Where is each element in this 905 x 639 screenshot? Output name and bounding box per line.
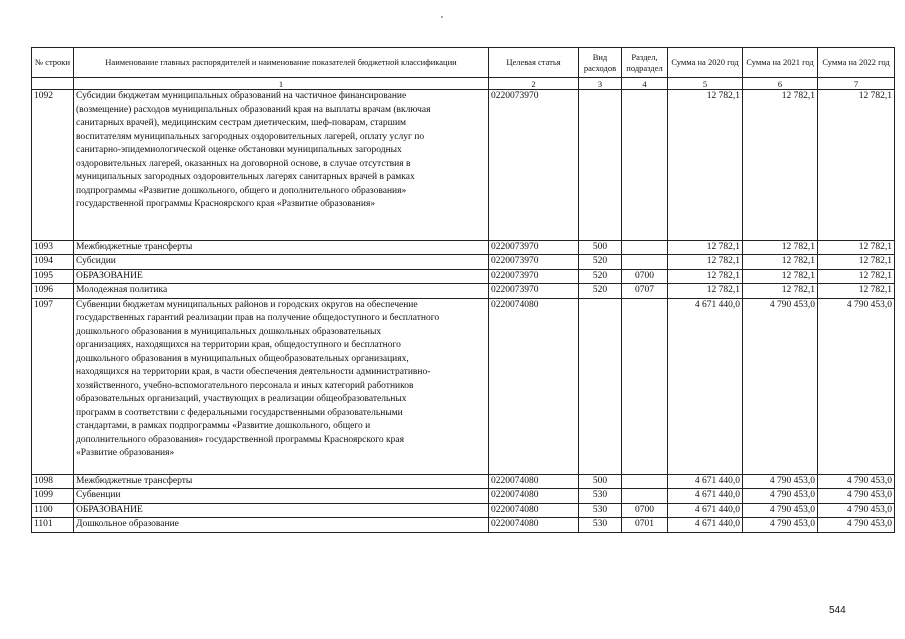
row-name [74, 298, 489, 474]
row-sum-2020: 12 782,1 [668, 269, 743, 284]
row-name-line: Дошкольное образование [76, 519, 179, 529]
row-name-line: (возмещение) расходов муниципальных образований края на выплаты врачам (включая [76, 104, 431, 115]
row-name-line: Субсидии [76, 256, 116, 266]
row-section: 0700 [622, 503, 668, 518]
row-name-line: программ в соответствии с федеральными государственными образовательными [76, 407, 403, 418]
row-name-line: Молодежная политика [76, 285, 168, 295]
row-sum-2021: 12 782,1 [743, 240, 818, 255]
row-name-line: муниципальных загородных оздоровительных лагерях санитарных врачей в рамках [76, 172, 415, 182]
row-sum-2022: 4 790 453,0 [818, 489, 895, 504]
row-name-line: «Развитие образования» [76, 448, 175, 458]
row-section [622, 489, 668, 504]
header-target-article: Целевая статья [489, 48, 579, 78]
row-name-line: санитарных врачей), медицинским сестрам диетическим, шеф-поварам, старшим [76, 118, 407, 128]
row-name [74, 489, 489, 504]
row-sum-2022: 4 790 453,0 [818, 503, 895, 518]
row-name-line: государственной программы Красноярского края «Развитие образования» [76, 199, 376, 209]
row-sum-2020: 4 671 440,0 [668, 518, 743, 533]
row-number: 1101 [32, 518, 74, 533]
row-sum-2020: 4 671 440,0 [668, 489, 743, 504]
row-name-line: оздоровительных лагерей, оказанных на договорной основе, в случае отсутствия в [76, 158, 411, 169]
row-number: 1093 [32, 240, 74, 255]
table-row [32, 240, 895, 255]
row-number: 1100 [32, 503, 74, 518]
row-name-line: организациях, находящихся на территории края, общедоступного и бесплатного [76, 340, 401, 350]
row-name-line: образовательных организаций, участвующих в реализации общеобразовательных [76, 394, 407, 404]
row-target-article: 0220073970 [489, 269, 579, 284]
row-expense-kind: 520 [579, 269, 622, 284]
table-row [32, 518, 895, 533]
scan-speck [441, 16, 443, 18]
row-target-article: 0220074080 [489, 474, 579, 489]
row-number: 1092 [32, 90, 74, 241]
column-number: 7 [818, 78, 895, 90]
row-name-line: подпрограммы «Развитие дошкольного, общего и дополнительного образования» [76, 185, 407, 196]
table-row [32, 284, 895, 299]
header-expense-kind: Вид расходов [579, 48, 622, 78]
row-expense-kind [579, 90, 622, 241]
table-row [32, 269, 895, 284]
column-number: 5 [668, 78, 743, 90]
row-name-line: Субсидии бюджетам муниципальных образований на частичное финансирование [76, 91, 407, 101]
row-section: 0701 [622, 518, 668, 533]
row-sum-2021: 4 790 453,0 [743, 474, 818, 489]
row-sum-2022: 12 782,1 [818, 284, 895, 299]
row-expense-kind: 520 [579, 255, 622, 270]
row-name-line: Межбюджетные трансферты [76, 241, 193, 252]
row-sum-2022: 12 782,1 [818, 240, 895, 255]
row-sum-2022: 4 790 453,0 [818, 518, 895, 533]
row-target-article: 0220073970 [489, 90, 579, 241]
table-row [32, 255, 895, 270]
row-sum-2020: 12 782,1 [668, 240, 743, 255]
row-name-line: дополнительного образования» государственной программы Красноярского края [76, 434, 404, 445]
header-row [32, 48, 895, 78]
row-sum-2021: 4 790 453,0 [743, 489, 818, 504]
table-row [32, 298, 895, 474]
row-section: 0707 [622, 284, 668, 299]
row-expense-kind [579, 298, 622, 474]
row-sum-2020: 4 671 440,0 [668, 503, 743, 518]
row-target-article: 0220074080 [489, 489, 579, 504]
row-name-line: ОБРАЗОВАНИЕ [76, 504, 143, 515]
row-sum-2021: 12 782,1 [743, 269, 818, 284]
header-sum-2022: Сумма на 2022 год [818, 48, 895, 78]
header-row-number: № строки [32, 48, 74, 78]
budget-table [31, 47, 895, 533]
row-name-line: ОБРАЗОВАНИЕ [76, 270, 143, 281]
column-number: 3 [579, 78, 622, 90]
row-sum-2020: 4 671 440,0 [668, 474, 743, 489]
row-sum-2022: 12 782,1 [818, 269, 895, 284]
row-sum-2021: 4 790 453,0 [743, 518, 818, 533]
row-target-article: 0220073970 [489, 240, 579, 255]
row-expense-kind: 530 [579, 518, 622, 533]
column-number: 4 [622, 78, 668, 90]
row-name-line: воспитателям муниципальных загородных оздоровительных лагерей, оплату услуг по [76, 131, 425, 142]
row-sum-2020: 4 671 440,0 [668, 298, 743, 474]
column-number-blank [32, 78, 74, 90]
row-sum-2021: 12 782,1 [743, 255, 818, 270]
column-number-row [32, 78, 895, 90]
row-expense-kind: 500 [579, 240, 622, 255]
row-name-line: Субвенции бюджетам муниципальных районов и городских округов на обеспечение [76, 299, 418, 310]
row-sum-2022: 12 782,1 [818, 255, 895, 270]
header-section: Раздел, подраздел [622, 48, 668, 78]
row-expense-kind: 520 [579, 284, 622, 299]
row-target-article: 0220074080 [489, 518, 579, 533]
row-name [74, 474, 489, 489]
table-row [32, 489, 895, 504]
row-name-line: санитарно-эпидемиологической оценке обстановки муниципальных загородных [76, 145, 402, 155]
row-target-article: 0220073970 [489, 255, 579, 270]
row-name-line: Межбюджетные трансферты [76, 475, 193, 486]
row-target-article: 0220073970 [489, 284, 579, 299]
header-sum-2021: Сумма на 2021 год [743, 48, 818, 78]
row-section [622, 240, 668, 255]
row-target-article: 0220074080 [489, 298, 579, 474]
row-number: 1098 [32, 474, 74, 489]
row-number: 1099 [32, 489, 74, 504]
row-number: 1096 [32, 284, 74, 299]
row-expense-kind: 500 [579, 474, 622, 489]
row-sum-2021: 12 782,1 [743, 90, 818, 241]
row-number: 1097 [32, 298, 74, 474]
row-name-line: находящихся на территории края, в части обеспечения деятельности административно- [76, 367, 431, 377]
row-name [74, 90, 489, 241]
row-expense-kind: 530 [579, 503, 622, 518]
header-sum-2020: Сумма на 2020 год [668, 48, 743, 78]
row-section: 0700 [622, 269, 668, 284]
row-sum-2020: 12 782,1 [668, 284, 743, 299]
row-expense-kind: 530 [579, 489, 622, 504]
table-row [32, 90, 895, 241]
row-sum-2022: 4 790 453,0 [818, 298, 895, 474]
row-sum-2021: 4 790 453,0 [743, 298, 818, 474]
row-section [622, 255, 668, 270]
row-name-line: Субвенции [76, 490, 121, 500]
page-number: 544 [829, 605, 846, 616]
row-name-line: хозяйственного, учебно-вспомогательного персонала и иных категорий работников [76, 380, 414, 391]
row-sum-2021: 4 790 453,0 [743, 503, 818, 518]
row-name-line: дошкольного образования в муниципальных дошкольных образовательных [76, 326, 382, 337]
table-body [32, 90, 895, 533]
row-name [74, 255, 489, 270]
row-name [74, 518, 489, 533]
row-name-line: государственных гарантий реализации прав на получение общедоступного и бесплатного [76, 313, 440, 323]
row-number: 1094 [32, 255, 74, 270]
row-name-line: дошкольного образования в муниципальных общеобразовательных организациях, [76, 353, 409, 364]
column-number: 1 [74, 78, 489, 90]
row-sum-2020: 12 782,1 [668, 90, 743, 241]
row-sum-2021: 12 782,1 [743, 284, 818, 299]
row-section [622, 298, 668, 474]
row-section [622, 474, 668, 489]
row-number: 1095 [32, 269, 74, 284]
column-number: 2 [489, 78, 579, 90]
row-sum-2022: 12 782,1 [818, 90, 895, 241]
row-name [74, 269, 489, 284]
row-name-line: стандартами, в рамках подпрограммы «Развитие дошкольного, общего и [76, 421, 371, 431]
table-row [32, 503, 895, 518]
row-section [622, 90, 668, 241]
row-target-article: 0220074080 [489, 503, 579, 518]
row-sum-2022: 4 790 453,0 [818, 474, 895, 489]
row-name [74, 284, 489, 299]
row-name [74, 503, 489, 518]
table-row [32, 474, 895, 489]
row-name [74, 240, 489, 255]
column-number: 6 [743, 78, 818, 90]
header-name: Наименование главных распорядителей и наименование показателей бюджетной классификации [74, 48, 489, 78]
row-sum-2020: 12 782,1 [668, 255, 743, 270]
